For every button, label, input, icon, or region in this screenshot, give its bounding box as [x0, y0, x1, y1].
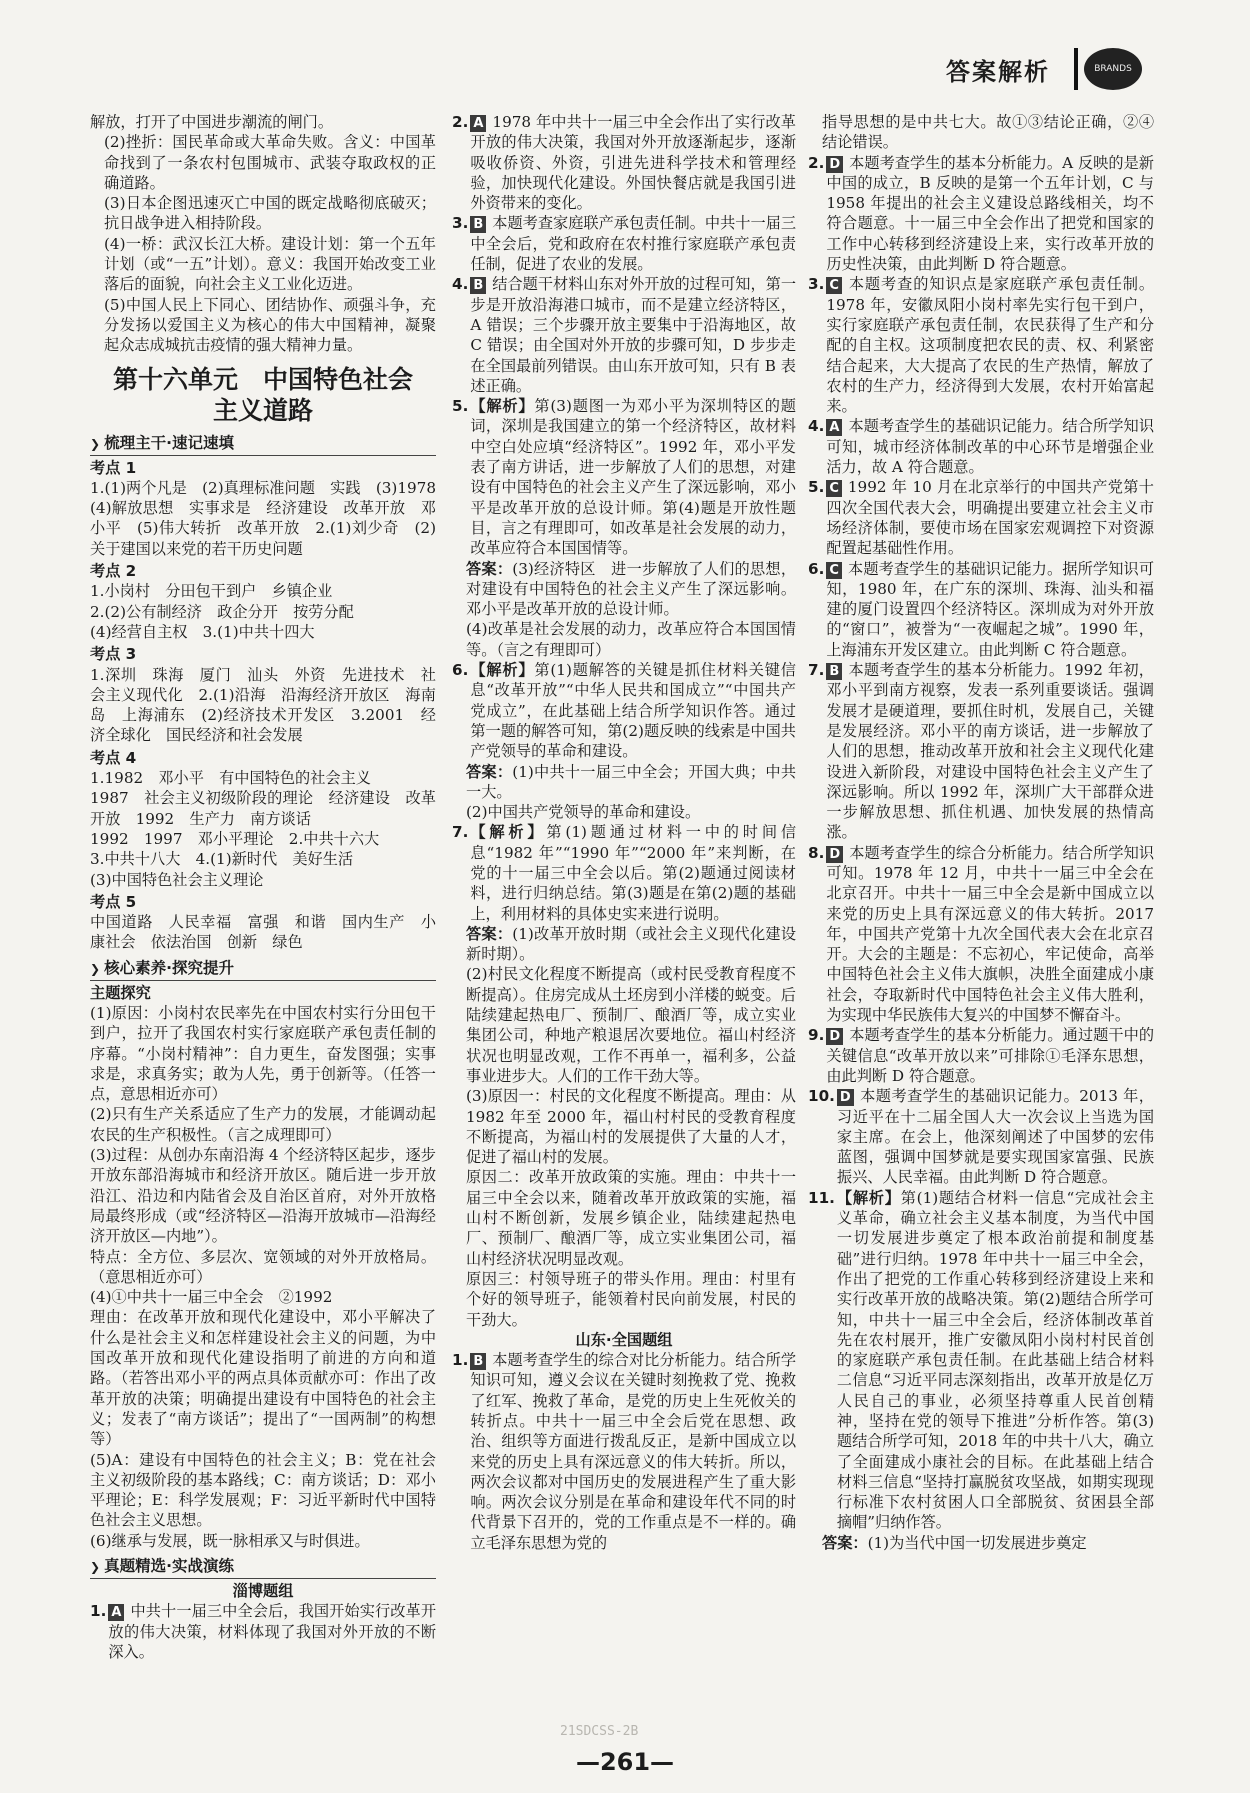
- column-middle: [452, 112, 796, 1553]
- answer-item: [808, 153, 1154, 275]
- answer-line: [452, 924, 796, 965]
- section-heading-text: 梳理主干·速记速填: [104, 433, 234, 452]
- answer-line-text: (1)改革开放时期（或社会主义现代化建设新时期）。: [466, 924, 797, 964]
- column-left: [90, 112, 452, 1662]
- answer-item: [452, 112, 796, 213]
- analysis-label: 【解析】: [470, 823, 547, 842]
- question-number: 3.: [452, 214, 469, 233]
- lead-line: (3)日本企图迅速灭亡中国的既定战略彻底破灭；抗日战争进入相持阶段。: [104, 194, 436, 233]
- lead-line: 指导思想的是中共七大。故①③结论正确，②④结论错误。: [822, 113, 1154, 152]
- kaodian-text: 1.(1)两个凡是 (2)真理标准问题 实践 (3)1978 (4)解放思想 实事求是 经济建设 改革开放 邓小平 (5)伟大转折 改革开放 2.(1)刘少奇 (2)关于建国以来党的若干历史问题: [90, 478, 452, 558]
- answer-label: 答案：: [466, 762, 513, 781]
- header-divider: [1074, 48, 1078, 90]
- answer-text: 本题考查学生的综合对比分析能力。结合所学知识可知，遵义会议在关键时刻挽救了党、挽救了红军、挽救了革命，是党的历史上生死攸关的转折点。中共十一届三中全会后党在思想、政治、组织等方面进行拨乱反正，是新中国成立以来党的历史上具有深远意义的伟大转折。所以，两次会议都对中国历史的发展进程产生了重大影响。两次会议分别是在革命和建设年代不同的时代背景下召开的，党的工作重点是不一样的。确立毛泽东思想为党的: [470, 1351, 797, 1552]
- answer-body: [826, 416, 1154, 477]
- answer-text: 本题考查学生的基本分析能力。通过题干中的关键信息“改革开放以来”可排除①毛泽东思想，由此判断 D 符合题意。: [826, 1026, 1154, 1085]
- kaodian-line: 3.中共十八大 4.(1)新时代 美好生活: [90, 850, 354, 869]
- kaodian-line: 1987 社会主义初级阶段的理论 经济建设 改革开放 1992 生产力 南方谈话: [90, 789, 436, 828]
- kaodian-line: (3)中国特色社会主义理论: [90, 870, 264, 889]
- answer-choice-badge: D: [826, 156, 843, 173]
- theme-label: 主题探究: [90, 983, 151, 1002]
- answer-item: [808, 477, 1154, 558]
- analysis-body: [470, 822, 796, 923]
- analysis-item: [452, 822, 796, 923]
- analysis-text: 第(3)题图一为邓小平为深圳特区的题词，深圳是我国建立的第一个经济特区，故材料中空白处应填“经济特区”。1992 年，邓小平发表了南方讲话，进一步解放了人们的思想，对建设有中国特色的社会主义产生了深远影响，邓小平是改革开放的总设计师。第(4)题是开放性题目，言之有理即可，如改革是社会发展的动力，改革应符合本国国情等。: [470, 397, 796, 558]
- answer-choice-badge: D: [826, 1028, 843, 1045]
- kaodian-line: (4)经营自主权 3.(1)中共十四大: [90, 622, 315, 641]
- answer-body: [470, 213, 796, 274]
- theme-line: (6)继承与发展，既一脉相承又与时俱进。: [90, 1531, 370, 1550]
- answer-choice-badge: A: [470, 115, 486, 132]
- analysis-label: 【解析】: [470, 661, 535, 680]
- answer-choice-badge: B: [826, 663, 842, 680]
- theme-line: (1)原因：小岗村农民率先在中国农村实行分田包干到户，拉开了我国农村实行家庭联产承包责任制的序幕。“小岗村精神”：自力更生，奋发图强；实事求是，求真务实；敢为人先，勇于创新等。（任答一点，意思相近亦可）: [90, 1003, 436, 1104]
- kaodian-line: 1992 1997 邓小平理论 2.中共十六大: [90, 829, 380, 848]
- kaodian-line: 1.小岗村 分田包干到户 乡镇企业: [90, 582, 333, 601]
- answer-body: [470, 274, 796, 396]
- lead-line: (4)一桥：武汉长江大桥。建设计划：第一个五年计划（或“一五”计划）。意义：我国开始改变工业落后的面貌，向社会主义工业化迈进。: [104, 234, 436, 294]
- kaodian-line: 2.(2)公有制经济 政企分开 按劳分配: [90, 602, 354, 621]
- answer-text: 本题考查学生的基础识记能力。2013 年，习近平在十二届全国人大一次会议上当选为国家主席。在会上，他深刻阐述了中国梦的宏伟蓝图，强调中国梦就是要实现国家富强、民族振兴、人民幸福。由此判断 D 符合题意。: [836, 1087, 1154, 1187]
- unit-title: [90, 364, 436, 426]
- analysis-body: [470, 396, 796, 558]
- theme-line: 特点：全方位、多层次、宽领域的对外开放格局。（意思相近亦可）: [90, 1247, 436, 1286]
- analysis-label: 【解析】: [470, 397, 535, 416]
- answer-label: 答案：: [822, 1533, 868, 1552]
- kaodian-label: 考点 2: [90, 562, 137, 581]
- answer-item: [808, 274, 1154, 416]
- answer-choice-badge: A: [826, 419, 842, 436]
- question-group-title: 山东·全国题组: [575, 1330, 673, 1349]
- question-number: 2.: [808, 153, 825, 172]
- question-number: 5.: [808, 478, 825, 497]
- answer-item: [808, 416, 1154, 477]
- kaodian-text: 中国道路 人民幸福 富强 和谐 国内生产 小康社会 依法治国 创新 绿色: [90, 913, 436, 952]
- question-number: 2.: [452, 113, 469, 131]
- analysis-text: 第(1)题解答的关键是抓住材料关键信息“改革开放”“中华人民共和国成立”“中国共产党成立”，在此基础上结合所学知识作答。通过第一题的解答可知，第(2)题反映的线索是中国共产党领导的革命和建设。: [470, 661, 796, 761]
- theme-line: (5)A：建设有中国特色的社会主义；B：党在社会主义初级阶段的基本路线；C：南方谈话；D：邓小平理论；E：科学发展观；F：习近平新时代中国特色社会主义思想。: [90, 1450, 436, 1530]
- answer-item: [452, 274, 796, 396]
- header-title: 答案解析: [946, 58, 1050, 86]
- question-group-title: 淄博题组: [232, 1582, 294, 1600]
- analysis-body: [837, 1188, 1154, 1533]
- analysis-item: [452, 396, 796, 558]
- answer-text: 本题考查家庭联产承包责任制。中共十一届三中全会后，党和政府在农村推行家庭联产承包责任制，促进了农业的发展。: [470, 214, 797, 274]
- question-number: 9.: [808, 1026, 825, 1045]
- answer-item: [452, 213, 796, 274]
- answer-body: [826, 274, 1154, 416]
- answer-text: 1992 年 10 月在北京举行的中国共产党第十四次全国代表大会，明确提出要建立社会主义市场经济体制，要使市场在国家宏观调控下对资源配置起基础性作用。: [826, 478, 1154, 558]
- question-number: 7.: [452, 823, 469, 842]
- answer-line: [452, 559, 796, 620]
- question-number: 5.: [452, 397, 469, 416]
- analysis-item: [808, 1188, 1154, 1533]
- answer-line: (2)中国共产党领导的革命和建设。: [466, 803, 701, 822]
- answer-line: 原因三：村领导班子的带头作用。理由：村里有个好的领导班子，能领着村民向前发展，村民的干劲大。: [466, 1269, 796, 1329]
- answer-text: 本题考查学生的基础识记能力。据所学知识可知，1980 年，在广东的深圳、珠海、汕头和福建的厦门设置四个经济特区。深圳成为对外开放的“窗口”，被誉为“一夜崛起之城”。1990 年，上海浦东开发区建立。由此判断 C 符合题意。: [826, 559, 1154, 659]
- answer-text: 本题考查学生的基本分析能力。A 反映的是新中国的成立，B 反映的是第一个五年计划，C 与 1958 年提出的社会主义建设总路线相关，均不符合题意。十一届三中全会作出了把党和国家的工作中心转移到经济建设上来，实行改革开放的历史性决策，由此判断 D 符合题意。: [826, 153, 1154, 274]
- answer-line-text: (1)为当代中国一切发展进步奠定: [867, 1533, 1087, 1552]
- answer-choice-badge: C: [826, 277, 842, 294]
- unit-title-line-2: 主义道路: [212, 395, 313, 425]
- answer-label: 答案：: [466, 924, 513, 943]
- answer-line: (3)原因一：村民的文化程度不断提高。理由：从 1982 年至 2000 年，福山村村民的受教育程度不断提高，为福山村的发展提供了大量的人才，促进了福山村的发展。: [466, 1087, 796, 1167]
- answer-choice-badge: D: [837, 1089, 854, 1106]
- answer-body: [108, 1601, 436, 1662]
- column-right: [808, 112, 1154, 1553]
- lead-line: 解放，打开了中国进步潮流的闸门。: [90, 113, 333, 131]
- answer-line: 原因二：改革开放政策的实施。理由：中共十一届三中全会以来，随着改革开放政策的实施，福山村不断创新，发展乡镇企业，陆续建起热电厂、预制厂、酿酒厂等，成立实业集团公司，福山村经济状况明显改观。: [466, 1168, 796, 1268]
- answer-text: 本题考查学生的基础识记能力。结合所学知识可知，城市经济体制改革的中心环节是增强企业活力，故 A 符合题意。: [826, 417, 1154, 477]
- answer-choice-badge: A: [108, 1604, 124, 1621]
- answer-body: [826, 843, 1154, 1026]
- kaodian-label: 考点 3: [90, 645, 137, 664]
- question-number: 4.: [452, 275, 469, 294]
- answer-item: [808, 1025, 1154, 1086]
- answer-body: [826, 153, 1154, 275]
- print-code: 21SDCSS-2B: [560, 1724, 639, 1739]
- answer-choice-badge: B: [470, 1353, 486, 1370]
- answer-text: 1978 年中共十一届三中全会作出了实行改革开放的伟大决策，我国对外开放逐渐起步，逐渐吸收侨资、外资，引进先进科学技术和管理经验，加快现代化建设。外国快餐店就是我国引进外资带来的变化。: [470, 113, 796, 213]
- question-number: 3.: [808, 275, 825, 294]
- question-number: 11.: [808, 1188, 835, 1207]
- section-heading: [90, 957, 436, 981]
- answer-choice-badge: C: [826, 480, 842, 497]
- answer-body: [470, 112, 796, 213]
- kaodian-text: 1.深圳 珠海 厦门 汕头 外资 先进技术 社会主义现代化 2.(1)沿海 沿海经济开放区 海南岛 上海浦东 (2)经济技术开发区 3.2001 经济全球化 国民经济和社会发展: [90, 665, 436, 745]
- kaodian-line: 1.1982 邓小平 有中国特色的社会主义: [90, 769, 371, 788]
- answer-body: [837, 1086, 1154, 1187]
- answer-body: [826, 477, 1154, 558]
- question-number: 6.: [452, 661, 469, 680]
- answer-choice-badge: B: [470, 277, 486, 294]
- section-heading: [90, 1555, 436, 1579]
- answer-choice-badge: B: [470, 216, 486, 233]
- chevron-right-icon: ❯: [90, 1560, 101, 1574]
- section-heading: [90, 432, 436, 456]
- answer-choice-badge: D: [826, 846, 843, 863]
- question-number: 6.: [808, 559, 825, 578]
- analysis-label: 【解析】: [836, 1188, 901, 1207]
- unit-title-line-1: 第十六单元 中国特色社会: [112, 364, 413, 394]
- question-number: 4.: [808, 417, 825, 436]
- answer-line: [808, 1533, 1154, 1553]
- answer-line-text: (1)中共十一届三中全会；开国大典；中共一大。: [466, 762, 797, 801]
- answer-item: [808, 559, 1154, 660]
- kaodian-label: 考点 5: [90, 892, 137, 911]
- answer-item: [90, 1601, 436, 1662]
- kaodian-label: 考点 1: [90, 458, 137, 477]
- brand-logo-text: BRANDS: [1094, 64, 1132, 74]
- answer-line: (4)改革是社会发展的动力，改革应符合本国国情等。（言之有理即可）: [466, 620, 796, 659]
- question-number: 1.: [452, 1351, 469, 1370]
- kaodian-label: 考点 4: [90, 748, 137, 767]
- answer-line: [452, 762, 796, 803]
- answer-text: 结合题干材料山东对外开放的过程可知，第一步是开放沿海港口城市，而不是建立经济特区，A 错误；三个步骤开放主要集中于沿海地区，故 C 错误；由全国对外开放的步骤可知，D 步步走在全国最前列错误。由山东开放可知，只有 B 表述正确。: [470, 275, 797, 395]
- theme-line: (4)①中共十一届三中全会 ②1992: [90, 1288, 333, 1307]
- answer-line-text: (3)经济特区 进一步解放了人们的思想，对建设有中国特色的社会主义产生了深远影响。邓小平是改革开放的总设计师。: [466, 559, 797, 619]
- answer-body: [826, 1025, 1154, 1086]
- answer-label: 答案：: [466, 559, 513, 578]
- analysis-text: 第(1)题通过材料一中的时间信息“1982 年”“1990 年”“2000 年”来判断，在党的十一届三中全会以后。第(2)题通过阅读材料，进行归纳总结。第(3)题是在第(2)题的基础上，利用材料的具体史实来进行说明。: [470, 823, 797, 923]
- question-number: 7.: [808, 661, 825, 680]
- analysis-body: [470, 660, 796, 761]
- answer-body: [826, 660, 1154, 843]
- theme-line: 理由：在改革开放和现代化建设中，邓小平解决了什么是社会主义和怎样建设社会主义的问题，为中国改革开放和现代化建设指明了前进的方向和道路。（若答出邓小平的两点具体贡献亦可：作出了改革开放的决策；明确提出建设有中国特色的社会主义；发表了“南方谈话”；提出了“一国两制”的构想等）: [90, 1308, 436, 1449]
- answer-body: [826, 559, 1154, 660]
- answer-text: 本题考查学生的基本分析能力。1992 年初，邓小平到南方视察，发表一系列重要谈话。强调发展才是硬道理，要抓住时机，发展自己，关键是发展经济。邓小平的南方谈话，进一步解放了人们的思想，推动改革开放和社会主义现代化建设进入新阶段，对建设中国特色社会主义产生了深远影响。所以 1992 年，深圳广大干部群众进一步解放思想、抓住机遇、加快发展的热情高涨。: [826, 661, 1154, 842]
- answer-text: 本题考查学生的综合分析能力。结合所学知识可知。1978 年 12 月，中共十一届三中全会在北京召开。中共十一届三中全会是新中国成立以来党的历史上具有深远意义的伟大转折。2017 年，中国共产党第十九次全国代表大会在北京召开。大会的主题是：不忘初心，牢记使命，高举中国特色社会主义伟大旗帜，决胜全面建成小康社会，夺取新时代中国特色社会主义伟大胜利，为实现中华民族伟大复兴的中国梦不懈奋斗。: [826, 843, 1154, 1025]
- chevron-right-icon: ❯: [90, 961, 101, 976]
- question-number: 10.: [808, 1087, 835, 1106]
- answer-text: 中共十一届三中全会后，我国开始实行改革开放的伟大决策，材料体现了我国对外开放的不断深入。: [108, 1602, 436, 1661]
- answer-item: [452, 1350, 796, 1553]
- answer-item: [808, 660, 1154, 843]
- brand-logo: [1084, 48, 1142, 90]
- section-heading-text: 真题精选·实战演练: [104, 1557, 234, 1575]
- answer-choice-badge: C: [826, 562, 842, 579]
- page-number: —261—: [575, 1748, 675, 1776]
- analysis-item: [452, 660, 796, 761]
- answer-item: [808, 843, 1154, 1026]
- theme-line: (2)只有生产关系适应了生产力的发展，才能调动起农民的生产积极性。（言之成理即可）: [90, 1105, 436, 1144]
- question-number: 1.: [90, 1602, 107, 1621]
- section-heading-text: 核心素养·探究提升: [104, 958, 234, 977]
- question-number: 8.: [808, 843, 825, 862]
- answer-text: 本题考查的知识点是家庭联产承包责任制。1978 年，安徽凤阳小岗村率先实行包干到户，实行家庭联产承包责任制，农民获得了生产和分配的自主权。这项制度把农民的责、权、利紧密结合起来，大大提高了农民的生产热情，解放了农村的生产力，经济得到大发展，农村开始富起来。: [826, 275, 1154, 416]
- page-header: [0, 0, 1250, 110]
- lead-line: (2)挫折：国民革命或大革命失败。含义：中国革命找到了一条农村包围城市、武装夺取政权的正确道路。: [104, 133, 436, 192]
- answer-item: [808, 1086, 1154, 1187]
- lead-line: (5)中国人民上下同心、团结协作、顽强斗争，充分发扬以爱国主义为核心的伟大中国精神，凝聚起众志成城抗击疫情的强大精神力量。: [104, 295, 436, 355]
- analysis-text: 第(1)题结合材料一信息“完成社会主义革命，确立社会主义基本制度，为当代中国一切发展进步奠定了根本政治前提和制度基础”进行归纳。1978 年中共十一届三中全会，作出了把党的工作重心转移到经济建设上来和实行改革开放的战略决策。第(2)题结合所学可知，中共十一届三中全会后，经济体制改革首先在农村展开，推广安徽凤阳小岗村村民首创的家庭联产承包责任制。在此基础上结合材料二信息“习近平同志深刻指出，改革开放是亿万人民自己的事业，必须坚持尊重人民首创精神，坚持在党的领导下推进”分析作答。第(3)题结合所学可知，2018 年的中共十八大，确立了全面建成小康社会的目标。在此基础上结合材料三信息“坚持打赢脱贫攻坚战，如期实现现行标准下农村贫困人口全部脱贫、贫困县全部摘帽”归纳作答。: [836, 1188, 1155, 1532]
- theme-line: (3)过程：从创办东南沿海 4 个经济特区起步，逐步开放东部沿海城市和经济开放区。随后进一步开放沿江、沿边和内陆省会及自治区首府，对外开放格局最终形成（或“经济特区—沿海开放城市—沿海经济开放区—内地”）。: [90, 1146, 436, 1246]
- chevron-right-icon: ❯: [90, 436, 101, 451]
- answer-line: (2)村民文化程度不断提高（或村民受教育程度不断提高）。住房完成从土坯房到小洋楼的蜕变。后陆续建起热电厂、预制厂、酿酒厂等，成立实业集团公司，种地产粮退居次要地位。福山村经济状况也明显改观，工作不再单一，福利多，公益事业进步大。人们的工作干劲大等。: [466, 965, 796, 1085]
- answer-body: [470, 1350, 796, 1553]
